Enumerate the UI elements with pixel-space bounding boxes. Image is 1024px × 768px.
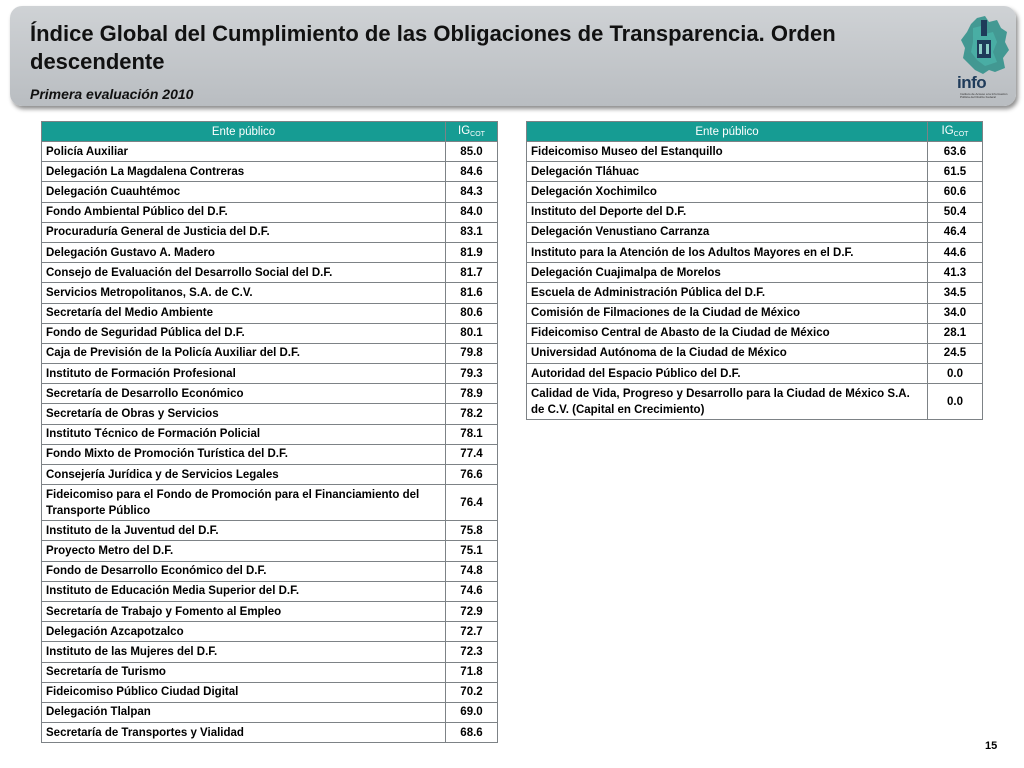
- entity-name: Fondo Ambiental Público del D.F.: [42, 202, 446, 222]
- entity-name: Fideicomiso Central de Abasto de la Ciudad de México: [527, 323, 928, 343]
- table-row: [42, 444, 498, 464]
- index-value: 24.5: [928, 343, 983, 363]
- entity-name: Secretaría de Obras y Servicios: [42, 404, 446, 424]
- entity-name: Instituto de Formación Profesional: [42, 364, 446, 384]
- index-value: 71.8: [446, 662, 498, 682]
- index-value: 77.4: [446, 444, 498, 464]
- index-value: 46.4: [928, 222, 983, 242]
- index-value: 28.1: [928, 323, 983, 343]
- index-value: 72.9: [446, 601, 498, 621]
- entity-name: Servicios Metropolitanos, S.A. de C.V.: [42, 283, 446, 303]
- table-row: [527, 303, 983, 323]
- table-row: [527, 242, 983, 262]
- table-header-row: [527, 122, 983, 142]
- index-value: 84.6: [446, 162, 498, 182]
- index-value: 75.8: [446, 521, 498, 541]
- entity-name: Comisión de Filmaciones de la Ciudad de México: [527, 303, 928, 323]
- table-row: [42, 283, 498, 303]
- table-row: [42, 182, 498, 202]
- table-row: [42, 162, 498, 182]
- index-value: 83.1: [446, 222, 498, 242]
- index-value: 69.0: [446, 702, 498, 722]
- table-body: [527, 142, 983, 420]
- index-value: 78.9: [446, 384, 498, 404]
- table-row: [527, 283, 983, 303]
- column-header-entity: Ente público: [42, 122, 446, 142]
- entity-name: Fideicomiso Museo del Estanquillo: [527, 142, 928, 162]
- entity-name: Delegación Tlalpan: [42, 702, 446, 722]
- entity-name: Delegación La Magdalena Contreras: [42, 162, 446, 182]
- page-number: 15: [985, 740, 998, 752]
- entity-name: Escuela de Administración Pública del D.F.: [527, 283, 928, 303]
- entity-name: Policía Auxiliar: [42, 142, 446, 162]
- table-row: [42, 465, 498, 485]
- column-header-index: $IG_{COT}$: [446, 122, 498, 142]
- index-value: 80.1: [446, 323, 498, 343]
- table-row: [42, 601, 498, 621]
- index-value: 50.4: [928, 202, 983, 222]
- index-value: 81.9: [446, 242, 498, 262]
- table-row: [527, 202, 983, 222]
- entity-name: Fondo de Desarrollo Económico del D.F.: [42, 561, 446, 581]
- entity-name: Instituto del Deporte del D.F.: [527, 202, 928, 222]
- entity-name: Delegación Tláhuac: [527, 162, 928, 182]
- entity-name: Secretaría de Transportes y Vialidad: [42, 723, 446, 743]
- table-row: [527, 364, 983, 384]
- index-value: 72.7: [446, 622, 498, 642]
- table-row: [42, 642, 498, 662]
- table-row: [42, 662, 498, 682]
- table-row: [42, 364, 498, 384]
- index-value: 70.2: [446, 682, 498, 702]
- entity-name: Instituto Técnico de Formación Policial: [42, 424, 446, 444]
- table-row: [42, 622, 498, 642]
- index-value: 79.3: [446, 364, 498, 384]
- entity-name: Caja de Previsión de la Policía Auxiliar del D.F.: [42, 343, 446, 363]
- table-row: [527, 162, 983, 182]
- entity-name: Consejería Jurídica y de Servicios Legales: [42, 465, 446, 485]
- index-value: 44.6: [928, 242, 983, 262]
- ranking-table-left: [41, 121, 498, 743]
- entity-name: Proyecto Metro del D.F.: [42, 541, 446, 561]
- entity-name: Delegación Cuajimalpa de Morelos: [527, 263, 928, 283]
- entity-name: Consejo de Evaluación del Desarrollo Social del D.F.: [42, 263, 446, 283]
- table-row: [42, 142, 498, 162]
- index-value: 34.5: [928, 283, 983, 303]
- table-row: [527, 142, 983, 162]
- entity-name: Fideicomiso para el Fondo de Promoción para el Financiamiento del Transporte Público: [42, 485, 446, 521]
- index-value: 80.6: [446, 303, 498, 323]
- entity-name: Instituto de las Mujeres del D.F.: [42, 642, 446, 662]
- table-row: [42, 384, 498, 404]
- index-value: 84.3: [446, 182, 498, 202]
- table-row: [42, 682, 498, 702]
- table-row: [42, 222, 498, 242]
- table-row: [527, 263, 983, 283]
- table-row: [42, 242, 498, 262]
- table-row: [42, 561, 498, 581]
- index-value: 84.0: [446, 202, 498, 222]
- index-value: 81.6: [446, 283, 498, 303]
- table-row: [527, 222, 983, 242]
- index-value: 74.8: [446, 561, 498, 581]
- logo-small-text: Instituto de Acceso a la Información Pública del Distrito Federal: [960, 92, 1008, 99]
- column-header-entity: Ente público: [527, 122, 928, 142]
- entity-name: Delegación Azcapotzalco: [42, 622, 446, 642]
- entity-name: Delegación Venustiano Carranza: [527, 222, 928, 242]
- table-row: [42, 303, 498, 323]
- index-value: 78.1: [446, 424, 498, 444]
- column-header-index: $IG_{COT}$: [928, 122, 983, 142]
- index-value: 60.6: [928, 182, 983, 202]
- entity-name: Delegación Gustavo A. Madero: [42, 242, 446, 262]
- index-value: 79.8: [446, 343, 498, 363]
- index-value: 76.6: [446, 465, 498, 485]
- index-value: 72.3: [446, 642, 498, 662]
- slide-header: [10, 6, 1016, 106]
- index-value: 0.0: [928, 384, 983, 420]
- ranking-table-right: [526, 121, 983, 420]
- entity-name: Fondo Mixto de Promoción Turística del D.F.: [42, 444, 446, 464]
- entity-name: Instituto de Educación Media Superior del D.F.: [42, 581, 446, 601]
- table-row: [42, 202, 498, 222]
- index-value: 74.6: [446, 581, 498, 601]
- entity-name: Calidad de Vida, Progreso y Desarrollo para la Ciudad de México S.A. de C.V. (Capital en Crecimiento): [527, 384, 928, 420]
- table-row: [527, 323, 983, 343]
- table-row: [42, 485, 498, 521]
- entity-name: Instituto para la Atención de los Adultos Mayores en el D.F.: [527, 242, 928, 262]
- table-row: [42, 323, 498, 343]
- table-body: [42, 142, 498, 743]
- table-row: [527, 182, 983, 202]
- entity-name: Secretaría del Medio Ambiente: [42, 303, 446, 323]
- entity-name: Fideicomiso Público Ciudad Digital: [42, 682, 446, 702]
- table-row: [42, 263, 498, 283]
- table-row: [42, 723, 498, 743]
- page-title: Índice Global del Cumplimiento de las Obligaciones de Transparencia. Orden descendente: [30, 21, 836, 74]
- entity-name: Universidad Autónoma de la Ciudad de México: [527, 343, 928, 363]
- table-row: [42, 541, 498, 561]
- entity-name: Instituto de la Juventud del D.F.: [42, 521, 446, 541]
- index-value: 41.3: [928, 263, 983, 283]
- index-value: 85.0: [446, 142, 498, 162]
- index-value: 81.7: [446, 263, 498, 283]
- table-row: [42, 581, 498, 601]
- table-row: [42, 702, 498, 722]
- table-header-row: [42, 122, 498, 142]
- page-subtitle: Primera evaluación 2010: [30, 86, 194, 102]
- entity-name: Secretaría de Desarrollo Económico: [42, 384, 446, 404]
- entity-name: Secretaría de Trabajo y Fomento al Empleo: [42, 601, 446, 621]
- table-row: [42, 343, 498, 363]
- index-value: 75.1: [446, 541, 498, 561]
- entity-name: Autoridad del Espacio Público del D.F.: [527, 364, 928, 384]
- entity-name: Delegación Cuauhtémoc: [42, 182, 446, 202]
- index-value: 61.5: [928, 162, 983, 182]
- index-value: 0.0: [928, 364, 983, 384]
- index-value: 63.6: [928, 142, 983, 162]
- index-value: 68.6: [446, 723, 498, 743]
- table-row: [42, 404, 498, 424]
- index-value: 78.2: [446, 404, 498, 424]
- entity-name: Delegación Xochimilco: [527, 182, 928, 202]
- entity-name: Fondo de Seguridad Pública del D.F.: [42, 323, 446, 343]
- table-row: [42, 424, 498, 444]
- table-row: [42, 521, 498, 541]
- index-value: 34.0: [928, 303, 983, 323]
- entity-name: Secretaría de Turismo: [42, 662, 446, 682]
- logo-text: info: [957, 73, 987, 92]
- index-value: 76.4: [446, 485, 498, 521]
- table-row: [527, 343, 983, 363]
- table-row: [527, 384, 983, 420]
- entity-name: Procuraduría General de Justicia del D.F.: [42, 222, 446, 242]
